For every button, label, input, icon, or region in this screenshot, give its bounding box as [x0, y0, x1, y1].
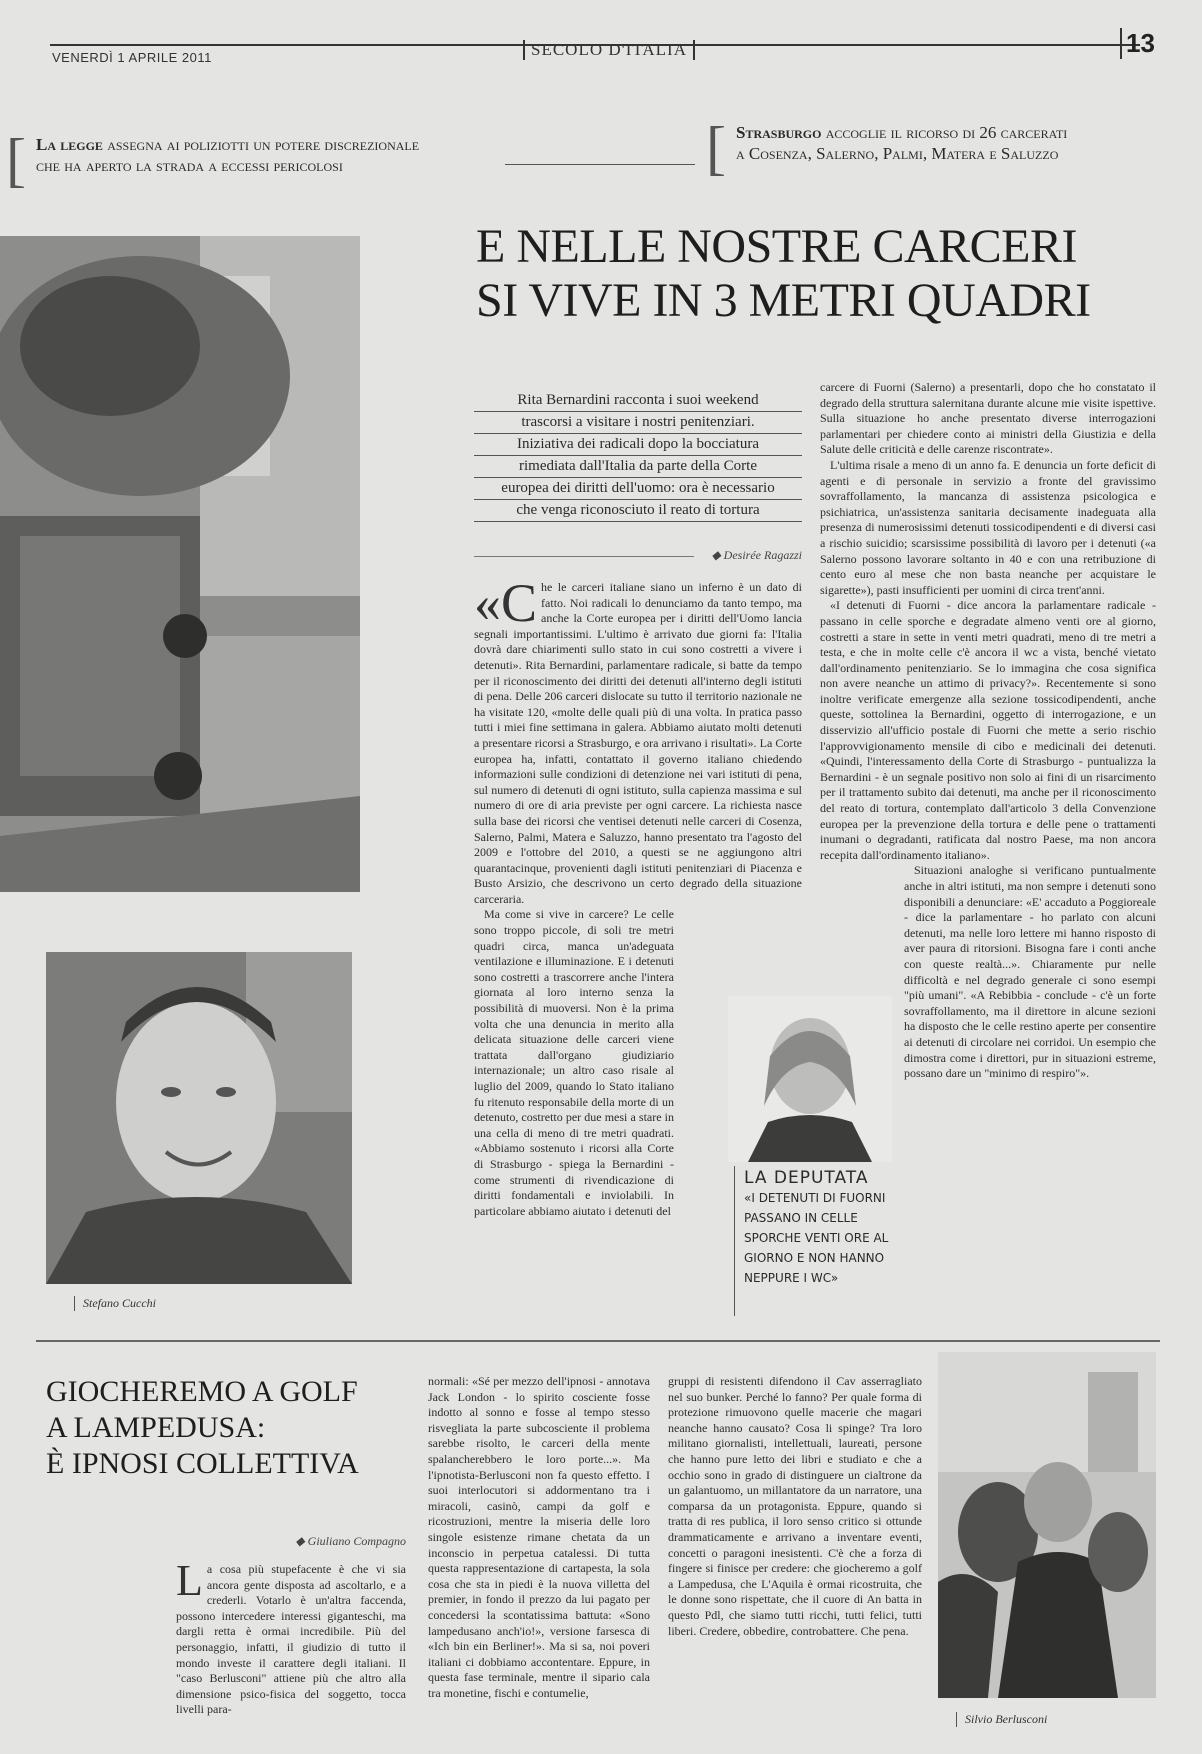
photo-stefano-cucchi [46, 952, 352, 1284]
pullquote-text: «I DETENUTI DI FUORNI PASSANO IN CELLE SPORCHE VENTI ORE AL GIORNO E NON HANNO NEPPURE I WC» [744, 1191, 889, 1285]
right-kicker [736, 122, 1176, 164]
subhead-line: che venga riconosciuto il reato di tortura [474, 500, 802, 522]
article2-column1 [176, 1562, 406, 1752]
headline-line1: E NELLE NOSTRE CARCERI [476, 220, 1077, 273]
subhead-line: Iniziativa dei radicali dopo la bocciatura [474, 434, 802, 456]
headline2-line2: A LAMPEDUSA: [46, 1411, 266, 1444]
paragraph-2: Ma come si vive in carcere? Le celle sono troppo piccole, di soli tre metri quadri circa, manca un'adeguata ventilazione e illuminazione. E i detenuti sono costretti a trascorrere anche l'intera giornata al loro interno senza la possibilità di muoversi. Non è la prima volta che una denuncia in merito alla delicata situazione delle carceri viene trattata dall'organo giudiziario internazionale; un altro caso risale al luglio del 2009, quando lo Stato italiano fu ritenuto responsabile della morte di un detenuto, costretto per due mesi a stare in una cella di meno di tre metri quadrati. «Abbiamo sostenuto i ricorsi alla Corte di Strasburgo - spiega la Bernardini - come strumenti di rivendicazione di diritti fondamentali e inviolabili. In particolare abbiamo aiutato i detenuti del [474, 907, 674, 1218]
byline2-name: Giuliano Compagno [307, 1534, 406, 1548]
left-kicker-rest: assegna ai poliziotti un potere discrezionale [107, 135, 420, 154]
byline-rule [474, 556, 694, 557]
headline2-line1: GIOCHEREMO A GOLF [46, 1375, 358, 1408]
right-kicker-line2: a Cosenza, Salerno, Palmi, Matera e Saluzzo [736, 144, 1059, 163]
article1-column2 [820, 380, 1156, 1310]
page-number: 13 [1120, 28, 1155, 59]
photo-berlusconi [938, 1352, 1156, 1698]
pullquote-title: LA DEPUTATA [744, 1168, 869, 1188]
left-kicker [36, 134, 536, 176]
kicker-divider [505, 164, 695, 165]
subhead-line: trascorsi a visitare i nostri penitenziari. [474, 412, 802, 434]
drop-cap-l: L [176, 1562, 203, 1605]
paragraph: a cosa più stupefacente è che vi sia ancora gente disposta ad ascoltarlo, e a crederli. Votarlo è un'altra faccenda, possono intercedere interessi giganteschi, ma dargli retta è ormai incredibile. Più del personaggio, infatti, il giudizio di tutto il mondo investe il carattere degli italiani. Il "caso Berlusconi" attiene più che altro alla dimensione psico-fisica del soggetto, tocca livelli para- [176, 1562, 406, 1717]
caption-cucchi: Stefano Cucchi [74, 1296, 156, 1311]
right-kicker-rest: accoglie il ricorso di 26 carcerati [825, 123, 1068, 142]
left-kicker-bracket: [ [6, 127, 26, 193]
subhead-line: europea dei diritti dell'uomo: ora è necessario [474, 478, 802, 500]
headline2-line3: È IPNOSI COLLETTIVA [46, 1447, 359, 1480]
right-kicker-lead: Strasburgo [736, 123, 822, 142]
article2-column3 [668, 1374, 922, 1750]
paragraph: «I detenuti di Fuorni - dice ancora la parlamentare radicale - passano in celle sporche e degradate almeno venti ore al giorno, costretti a stare in sette in venti metri quadrati, meno di tre metri a testa, e che in molte celle c'è ancora il wc a vista, benché vietato dall'ordinamento penitenziario. Se lo immagina che cosa significa non avere neanche un attimo di privacy?». Recentemente si sono inoltre verificate emergenze alla sezione tossicodipendenti, anche queste, sottolinea la Bernardini, oggetto di interrogazione, e un disservizio all'ufficio postale di Fuorni che mette a serio rischio l'approvvigionamento mensile di cibo e medicinali dei detenuti. «Quindi, l'interessamento della Corte di Strasburgo - puntualizza la Bernardini - è un segnale positivo non solo ai fini di un risarcimento per il trattamento subito dai detenuti, ma anche per il riconoscimento del reato di tortura, contemplato dall'articolo 3 della Convenzione europea per la prevenzione della tortura e delle pene o trattamenti inumani o degradanti, ratificata dal nostro Paese, ma non ancora recepita dall'ordinamento italiano». [820, 598, 1156, 862]
paragraph: L'ultima risale a meno di un anno fa. E denuncia un forte deficit di agenti e di personale in servizio a fronte del gravissimo sovraffollamento, la mancanza di assistenza psicologica e psichiatrica, un'assistenza sanitaria decisamente inadeguata alla presenza di numerosissimi detenuti tossicodipendenti e di diversi casi a rischio suicidio; scarsissime possibilità di lavoro per i detenuti («a Salerno possono lavorare soltanto in 40 e con una retribuzione di cento euro al mese che non basta neanche per acquistare le sigarette»), pasti insufficienti per uomini di circa trent'anni. [820, 457, 1156, 597]
headline-line2: SI VIVE IN 3 METRI QUADRI [476, 274, 1091, 327]
portrait-graphic [46, 952, 352, 1284]
drop-cap: «C [474, 580, 538, 633]
article1-byline: ◆ Desirée Ragazzi [711, 548, 802, 562]
paragraph: he le carceri italiane siano un inferno è un dato di fatto. Noi radicali lo denunciamo da tanto tempo, ma anche la Corte europea per i diritti dell'Uomo lancia segnali importantissimi. L'ultimo è arrivato due giorni fa: l'Italia dovrà dare chiarimenti sullo stato in cui sono costretti a vivere i detenuti». Rita Bernardini, parlamentare radicale, si batte da tempo per il riconoscimento dei diritti dei detenuti all'interno degli istituti di pena. Delle 206 carceri dislocate su tutto il territorio nazionale ne ha visitate 120, «molte delle quali più di una volta. In pratica passo tutti i miei fine settimana in galera. Abbiamo aiutato molti detenuti a presentare ricorsi a Strasburgo, e ora arrivano i risultati». La Corte europea ha, infatti, contattato il governo italiano chiedendo informazioni sulle condizioni di detenzione nei vari istituti di pena, sul numero di detenuti di ogni istituto, sulla capienza massima e sul numero di ore di aria previste per ogni carcere. La richiesta nasce sulla base dei ricorsi che ventisei detenuti nelle carceri di Cosenza, Salerno, Palmi, Matera e Saluzzo, hanno presentato tra l'agosto del 2009 e l'ottobre del 2010, a questi se ne aggiungono altri quarantacinque, provenienti dagli istituti penitenziari di Piacenza e Busto Arsizio, che descrivono un certo degrado della situazione carceraria. [474, 580, 802, 906]
paragraph: normali: «Sé per mezzo dell'ipnosi - annotava Jack London - lo spirito cosciente fosse indotto al sonno e fosse al tempo stesso risvegliata la parte subcosciente il problema sarebbe risolto, le carceri della mente spalancherebbero le loro porte...». Ma l'ipnotista-Berlusconi non fa questo effetto. I suoi interlocutori si addormentano tra i miracoli, casinò, campi da golf e ricostruzioni, mentre la miseria delle loro singole esistenze rimane chetata da un inconscio in perpetua catalessi. Di tutta questa rappresentazione di cartapesta, la sola cosa che sta in piedi è la nuova villetta del premier, in fondo il prezzo da lui pagato per concedersi la scontatissima battuta: «Sono lampedusano anch'io!», versione farsesca di «Ich bin ein Berliner!». Ma si sa, noi poveri italiani ci dobbiamo accontentare. Eppure, in questa fase terminale, mentre il sipario cala tra monetine, fischi e contumelie, [428, 1374, 650, 1700]
article1-subhead [474, 390, 802, 522]
photo-fire [0, 236, 360, 892]
pullquote-rule [734, 1166, 735, 1316]
berlusconi-graphic [938, 1352, 1156, 1698]
section-separator [36, 1340, 1160, 1342]
paragraph: Situazioni analoghe si verificano puntualmente anche in altri istituti, ma non sempre i detenuti sono disponibili a denunciare: «E' accaduto a Poggioreale - dice la parlamentare - ho parlato con alcuni detenuti, ma nelle loro lettere mi hanno risposto di aver paura di ritorsioni. Bisogna fare i conti anche con queste realtà...». Chiaramente pur nelle difficoltà e nel degrado generale ci sono esempi "più umani". «A Rebibbia - conclude - c'è un forte sovraffollamento, ma il direttore in alcune sezioni ha disposto che le celle restino aperte per consentire ai detenuti di circolare nei corridoi. Un esempio che dimostra come i direttori, pur in situazioni estreme, possano dare un "minimo di respiro"». [904, 863, 1156, 1081]
article1-headline [476, 220, 1176, 328]
paragraph: gruppi di resistenti difendono il Cav asserragliato nel suo bunker. Perché lo fanno? Per quale forma di protezione rimuovono quelle macerie che magari neanche hanno causato? Cosa li spinge? Tra loro militano giornalisti, intellettuali, laureati, persone che hanno pure letto dei libri e studiato e che a occhio sono in grado di distinguere un cialtrone da un galantuomo, un millantatore da un narratore, una comparsa da un protagonista. Eppure, quando si tratta di res publica, il loro senso critico si ottunde drammaticamente e arrivano a inventare eventi, concetti o paragoni inesistenti. C'è che a forza di fingere si finisce per credere: che giocheremo a golf a Lampedusa, che L'Aquila è ormai ricostruita, che le donne sono rispettate, che il cuore di An batta in questo Pdl, che siamo tutti ricchi, tutti felici, tutti liberi. Credere, obbedire, controbattere. Che pena. [668, 1374, 922, 1638]
article2-byline: ◆ Giuliano Compagno [295, 1534, 406, 1548]
caption-berlusconi: Silvio Berlusconi [956, 1712, 1047, 1727]
article2-headline [46, 1374, 426, 1482]
left-kicker-lead: La legge [36, 135, 103, 154]
newspaper-title: SECOLO D'ITALIA [523, 40, 695, 60]
paragraph: carcere di Fuorni (Salerno) a presentarli, dopo che ho constatato il degrado della struttura salernitana durante alcune mie visite ispettive. Sulla situazione ho anche presentato diverse interrogazioni parlamentari per chiedere conto ai ministri della Giustizia e della Salute delle criticità e delle carenze riscontrate». [820, 380, 1156, 457]
photo-fire-graphic [0, 236, 360, 892]
subhead-line: rimediata dall'Italia da parte della Corte [474, 456, 802, 478]
article2-column2 [428, 1374, 650, 1750]
subhead-line: Rita Bernardini racconta i suoi weekend [474, 390, 802, 412]
right-kicker-bracket: [ [706, 115, 726, 181]
left-kicker-line2: che ha aperto la strada a eccessi pericolosi [36, 156, 343, 175]
byline-name: Desirée Ragazzi [723, 548, 802, 562]
page-date: VENERDÌ 1 APRILE 2011 [52, 50, 212, 65]
